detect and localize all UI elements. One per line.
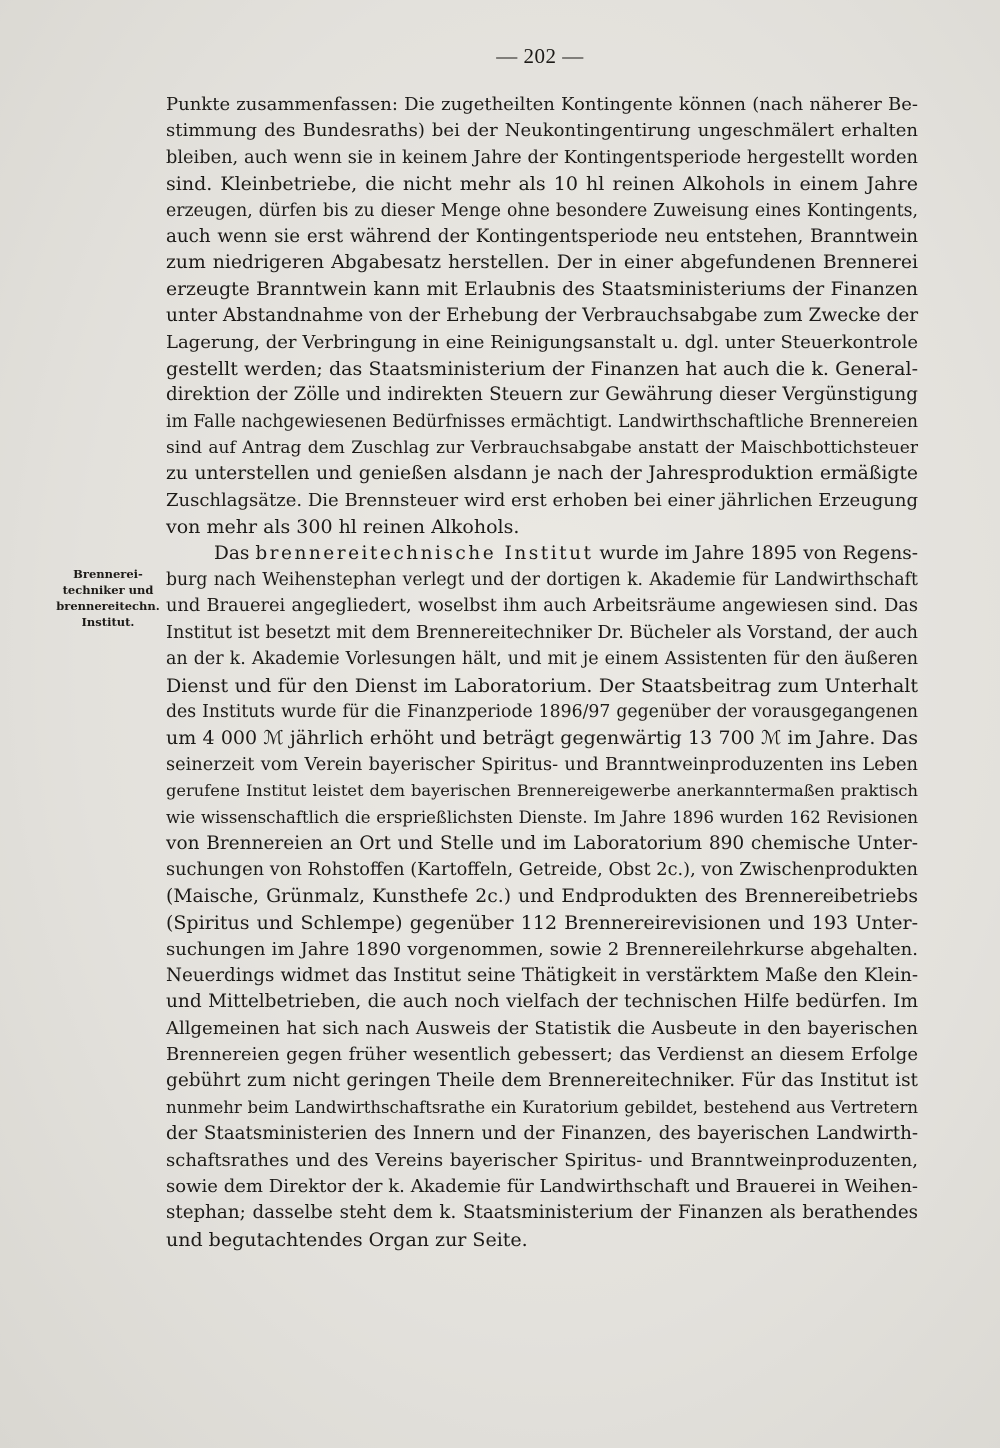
text-line: (Spiritus und Schlempe) gegenüber 112 Brennereirevisionen und 193 Unter- <box>166 912 918 935</box>
text-line: erzeugte Branntwein kann mit Erlaubnis des Staatsministeriums der Finanzen <box>166 278 918 300</box>
marginal-note-line: techniker und <box>62 583 154 597</box>
text-line: des Instituts wurde für die Finanzperiode 1896/97 gegenüber der vorausgegangenen <box>166 701 918 722</box>
text-line: Zuschlagsätze. Die Brennsteuer wird erst erhoben bei einer jährlichen Erzeugung <box>166 489 918 511</box>
text-line: stimmung des Bundesraths) bei der Neukontingentirung ungeschmälert erhalten <box>166 120 918 142</box>
text-line: zu unterstellen und genießen alsdann je nach der Jahresproduktion ermäßigte <box>166 463 918 485</box>
body-text <box>166 92 918 1253</box>
text-line: unter Abstandnahme von der Erhebung der Verbrauchsabgabe zum Zwecke der <box>166 305 919 327</box>
text-line: gerufene Institut leistet dem bayerischen Brennereigewerbe anerkanntermaßen praktisch <box>166 781 918 801</box>
text-line: und begutachtendes Organ zur Seite. <box>166 1228 528 1251</box>
text-line: Punkte zusammenfassen: Die zugetheilten Kontingente können (nach näherer Be- <box>166 94 918 115</box>
text-line: seinerzeit vom Verein bayerischer Spiritus- und Branntweinproduzenten ins Leben <box>166 754 918 775</box>
text-line: (Maische, Grünmalz, Kunsthefe 2c.) und Endprodukten des Brennereibetriebs <box>166 885 918 907</box>
text-line: um 4 000 ℳ jährlich erhöht und beträgt gegenwärtig 13 700 ℳ im Jahre. Das <box>166 727 918 750</box>
emphasized-term: brennereitechnische Institut <box>255 542 594 564</box>
text-line: an der k. Akademie Vorlesungen hält, und mit je einem Assistenten für den äußeren <box>166 649 918 670</box>
text-line: suchungen von Rohstoffen (Kartoffeln, Getreide, Obst 2c.), von Zwischenprodukten <box>166 860 918 881</box>
text-span: Das <box>214 542 256 564</box>
paragraph-1 <box>166 92 918 541</box>
marginal-note-line: Brennerei- <box>73 567 143 581</box>
text-line: und Brauerei angegliedert, woselbst ihm auch Arbeitsräume angewiesen sind. Das <box>166 596 918 617</box>
text-line: von Brennereien an Ort und Stelle und im Laboratorium 890 chemische Unter- <box>166 832 918 854</box>
text-line: im Falle nachgewiesenen Bedürfnisses ermächtigt. Landwirthschaftliche Brennereien <box>166 411 918 432</box>
text-line: zum niedrigeren Abgabesatz herstellen. Der in einer abgefundenen Brennerei <box>166 252 918 274</box>
text-line: suchungen im Jahre 1890 vorgenommen, sowie 2 Brennereilehrkurse abgehalten. <box>166 938 918 960</box>
text-line: sind. Kleinbetriebe, die nicht mehr als 10 hl reinen Alkohols in einem Jahre <box>166 173 918 196</box>
text-line: der Staatsministerien des Innern und der Finanzen, des bayerischen Landwirth- <box>166 1123 918 1145</box>
text-line: burg nach Weihenstephan verlegt und der dortigen k. Akademie für Landwirthschaft <box>166 570 918 591</box>
text-line: Neuerdings widmet das Institut seine Thätigkeit in verstärktem Maße den Klein- <box>166 964 918 986</box>
page-number: — 202 — <box>496 44 584 68</box>
marginal-note-line: Institut. <box>81 615 135 629</box>
text-line: sind auf Antrag dem Zuschlag zur Verbrauchsabgabe anstatt der Maischbottichsteuer <box>166 438 918 459</box>
text-line: stephan; dasselbe steht dem k. Staatsministerium der Finanzen als berathendes <box>166 1202 918 1224</box>
text-line: wie wissenschaftlich die ersprießlichsten Dienste. Im Jahre 1896 wurden 162 Revisionen <box>166 807 918 827</box>
text-line <box>166 541 918 567</box>
text-line: erzeugen, dürfen bis zu dieser Menge ohne besondere Zuweisung eines Kontingents, <box>166 200 918 221</box>
text-line: Dienst und für den Dienst im Laboratorium. Der Staatsbeitrag zum Unterhalt <box>166 674 918 697</box>
text-line: Allgemeinen hat sich nach Ausweis der Statistik die Ausbeute in den bayerischen <box>166 1017 918 1039</box>
text-line: schaftsrathes und des Vereins bayerischer Spiritus- und Branntweinproduzenten, <box>166 1149 918 1171</box>
text-line: Institut ist besetzt mit dem Brennereitechniker Dr. Bücheler als Vorstand, der auch <box>166 622 918 643</box>
text-line: bleiben, auch wenn sie in keinem Jahre der Kontingentsperiode hergestellt worden <box>166 147 918 168</box>
text-line: nunmehr beim Landwirthschaftsrathe ein Kuratorium gebildet, bestehend aus Vertretern <box>166 1097 918 1117</box>
text-line: sowie dem Direktor der k. Akademie für Landwirthschaft und Brauerei in Weihen- <box>166 1176 918 1198</box>
text-line: direktion der Zölle und indirekten Steuern zur Gewährung dieser Vergünstigung <box>166 384 918 406</box>
text-line: von mehr als 300 hl reinen Alkohols. <box>166 516 520 539</box>
paragraph-2 <box>166 541 918 1254</box>
text-line: und Mittelbetrieben, die auch noch vielfach der technischen Hilfe bedürfen. Im <box>166 991 918 1013</box>
text-line: Brennereien gegen früher wesentlich gebessert; das Verdienst an diesem Erfolge <box>166 1044 918 1066</box>
marginal-note-line: brennereitechn. <box>56 599 160 613</box>
text-span: wurde im Jahre 1895 von Regens- <box>593 542 918 564</box>
marginal-note <box>54 566 162 630</box>
text-line: gestellt werden; das Staatsministerium der Finanzen hat auch die k. General- <box>166 357 918 380</box>
text-line: Lagerung, der Verbringung in eine Reinigungsanstalt u. dgl. unter Steuerkontrole <box>166 331 918 353</box>
text-line: gebührt zum nicht geringen Theile dem Brennereitechniker. Für das Institut ist <box>166 1070 918 1092</box>
text-line: auch wenn sie erst während der Kontingentsperiode neu entstehen, Branntwein <box>166 225 918 247</box>
